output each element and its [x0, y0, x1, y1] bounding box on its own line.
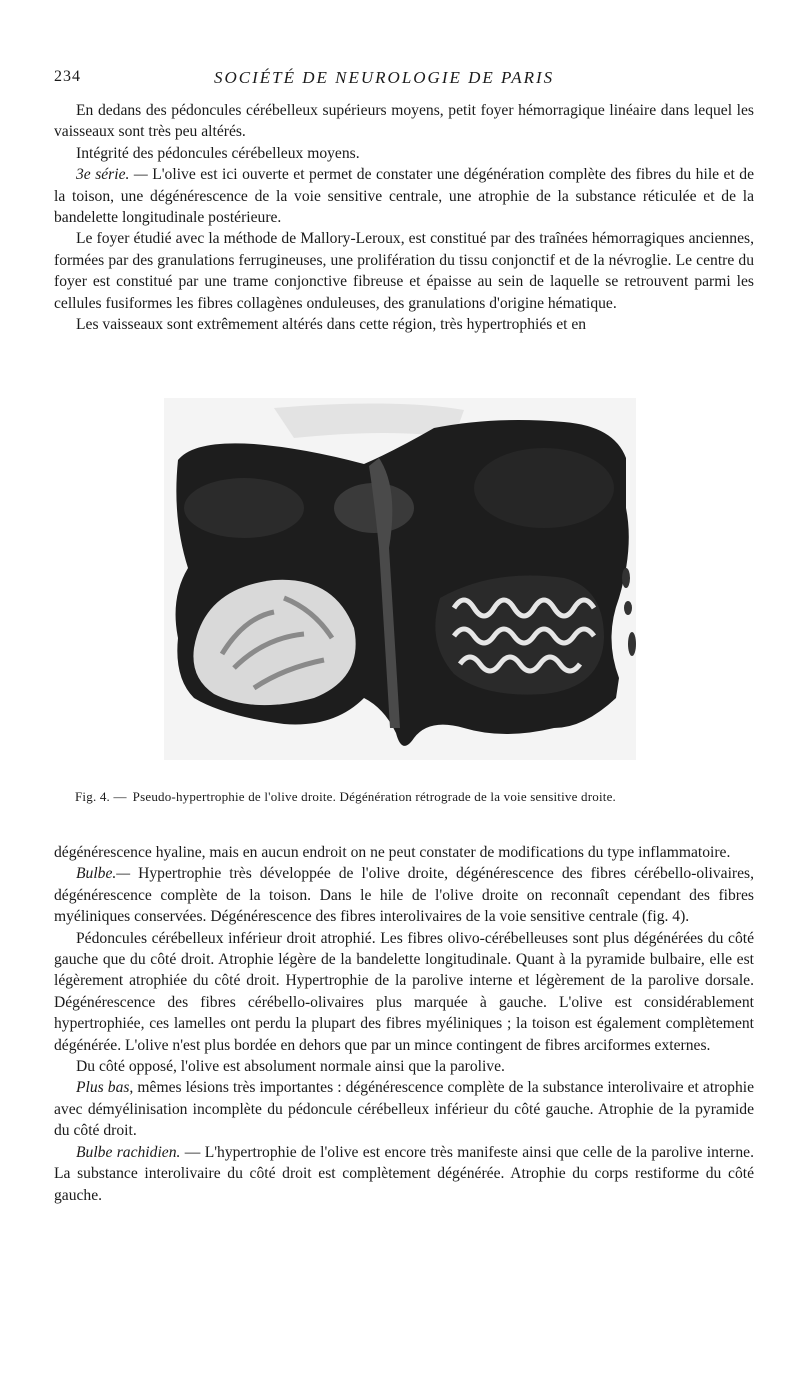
body-text-top	[54, 100, 754, 335]
paragraph: Pédoncules cérébelleux inférieur droit atrophié. Les fibres olivo-cérébelleuses sont plus dégénérées du côté gauche que du côté droit. Atrophie légère de la bandelette longitudinale. Quant à la pyramide bulbaire, elle est légèrement atrophiée du côté droit. Hypertrophie de la parolive interne et légèrement de la parolive dorsale. Dégénérescence des fibres cérébello-olivaires plus marquée à gauche. L'olive est considérablement hypertrophiée, ces lamelles ont perdu la plupart des fibres myéliniques ; la toison est également complètement dégénérée. L'olive n'est plus bordée en dehors que par un mince contingent de fibres arciformes externes.	[54, 929, 754, 1054]
page-number: 234	[54, 68, 81, 85]
running-title: SOCIÉTÉ DE NEUROLOGIE DE PARIS	[214, 68, 555, 87]
paragraph: Bulbe rachidien. — L'hypertrophie de l'olive est encore très manifeste ainsi que celle de la parolive interne. La substance interolivaire du côté droit est complètement dégénérée. Atrophie du corps restiforme du côté gauche.	[54, 1143, 754, 1204]
figure-caption	[75, 789, 775, 805]
paragraph: dégénérescence hyaline, mais en aucun endroit on ne peut constater de modifications du type inflammatoire.	[54, 844, 731, 861]
paragraph: 3e série. — L'olive est ici ouverte et permet de constater une dégénération complète des fibres du hile et de la toison, une dégénérescence de la voie sensitive centrale, une atrophie de la substance réticulée et de la bandelette longitudinale postérieure.	[54, 166, 754, 227]
paragraph: En dedans des pédoncules cérébelleux supérieurs moyens, petit foyer hémorragique linéaire dans lequel les vaisseaux sont très peu altérés.	[54, 102, 754, 141]
brainstem-section-image	[164, 398, 636, 760]
paragraph: Plus bas, mêmes lésions très importantes : dégénérescence complète de la substance interolivaire et atrophie avec démyélinisation incomplète du pédoncule cérébelleux inférieur du côté gauche. Atrophie de la pyramide du côté droit.	[54, 1079, 755, 1140]
paragraph: Du côté opposé, l'olive est absolument normale ainsi que la parolive.	[76, 1058, 505, 1076]
paragraph: Intégrité des pédoncules cérébelleux moyens.	[76, 144, 360, 162]
paragraph: Le foyer étudié avec la méthode de Mallory-Leroux, est constitué par des traînées hémorragiques anciennes, formées par des granulations ferrugineuses, une prolifération du tissu conjonctif et de la névroglie. Le centre du foyer est constitué par une trame conjonctive fibreuse et épaisse au sein de laquelle se retrouvent parmi les cellules fusiformes les fibres collagènes onduleuses, des granulations d'origine hématique.	[54, 230, 754, 312]
body-text-bottom	[54, 842, 754, 1206]
figure-caption-text: Pseudo-hypertrophie de l'olive droite. Dégénération rétrograde de la voie sensitive droite.	[132, 789, 616, 804]
page-header	[54, 68, 754, 92]
paragraph: Bulbe.— Hypertrophie très développée de l'olive droite, dégénérescence des fibres cérébello-olivaires, dégénérescence complète de la toison. Dans le hile de l'olive droite on reconnaît cependant des fibres myéliniques conservées. Dégénérescence des fibres interolivaires de la voie sensitive centrale (fig. 4).	[54, 865, 754, 926]
figure-micrograph	[164, 398, 636, 760]
figure-label: Fig. 4. —	[75, 789, 127, 804]
paragraph: Les vaisseaux sont extrêmement altérés dans cette région, très hypertrophiés et en	[76, 316, 587, 334]
